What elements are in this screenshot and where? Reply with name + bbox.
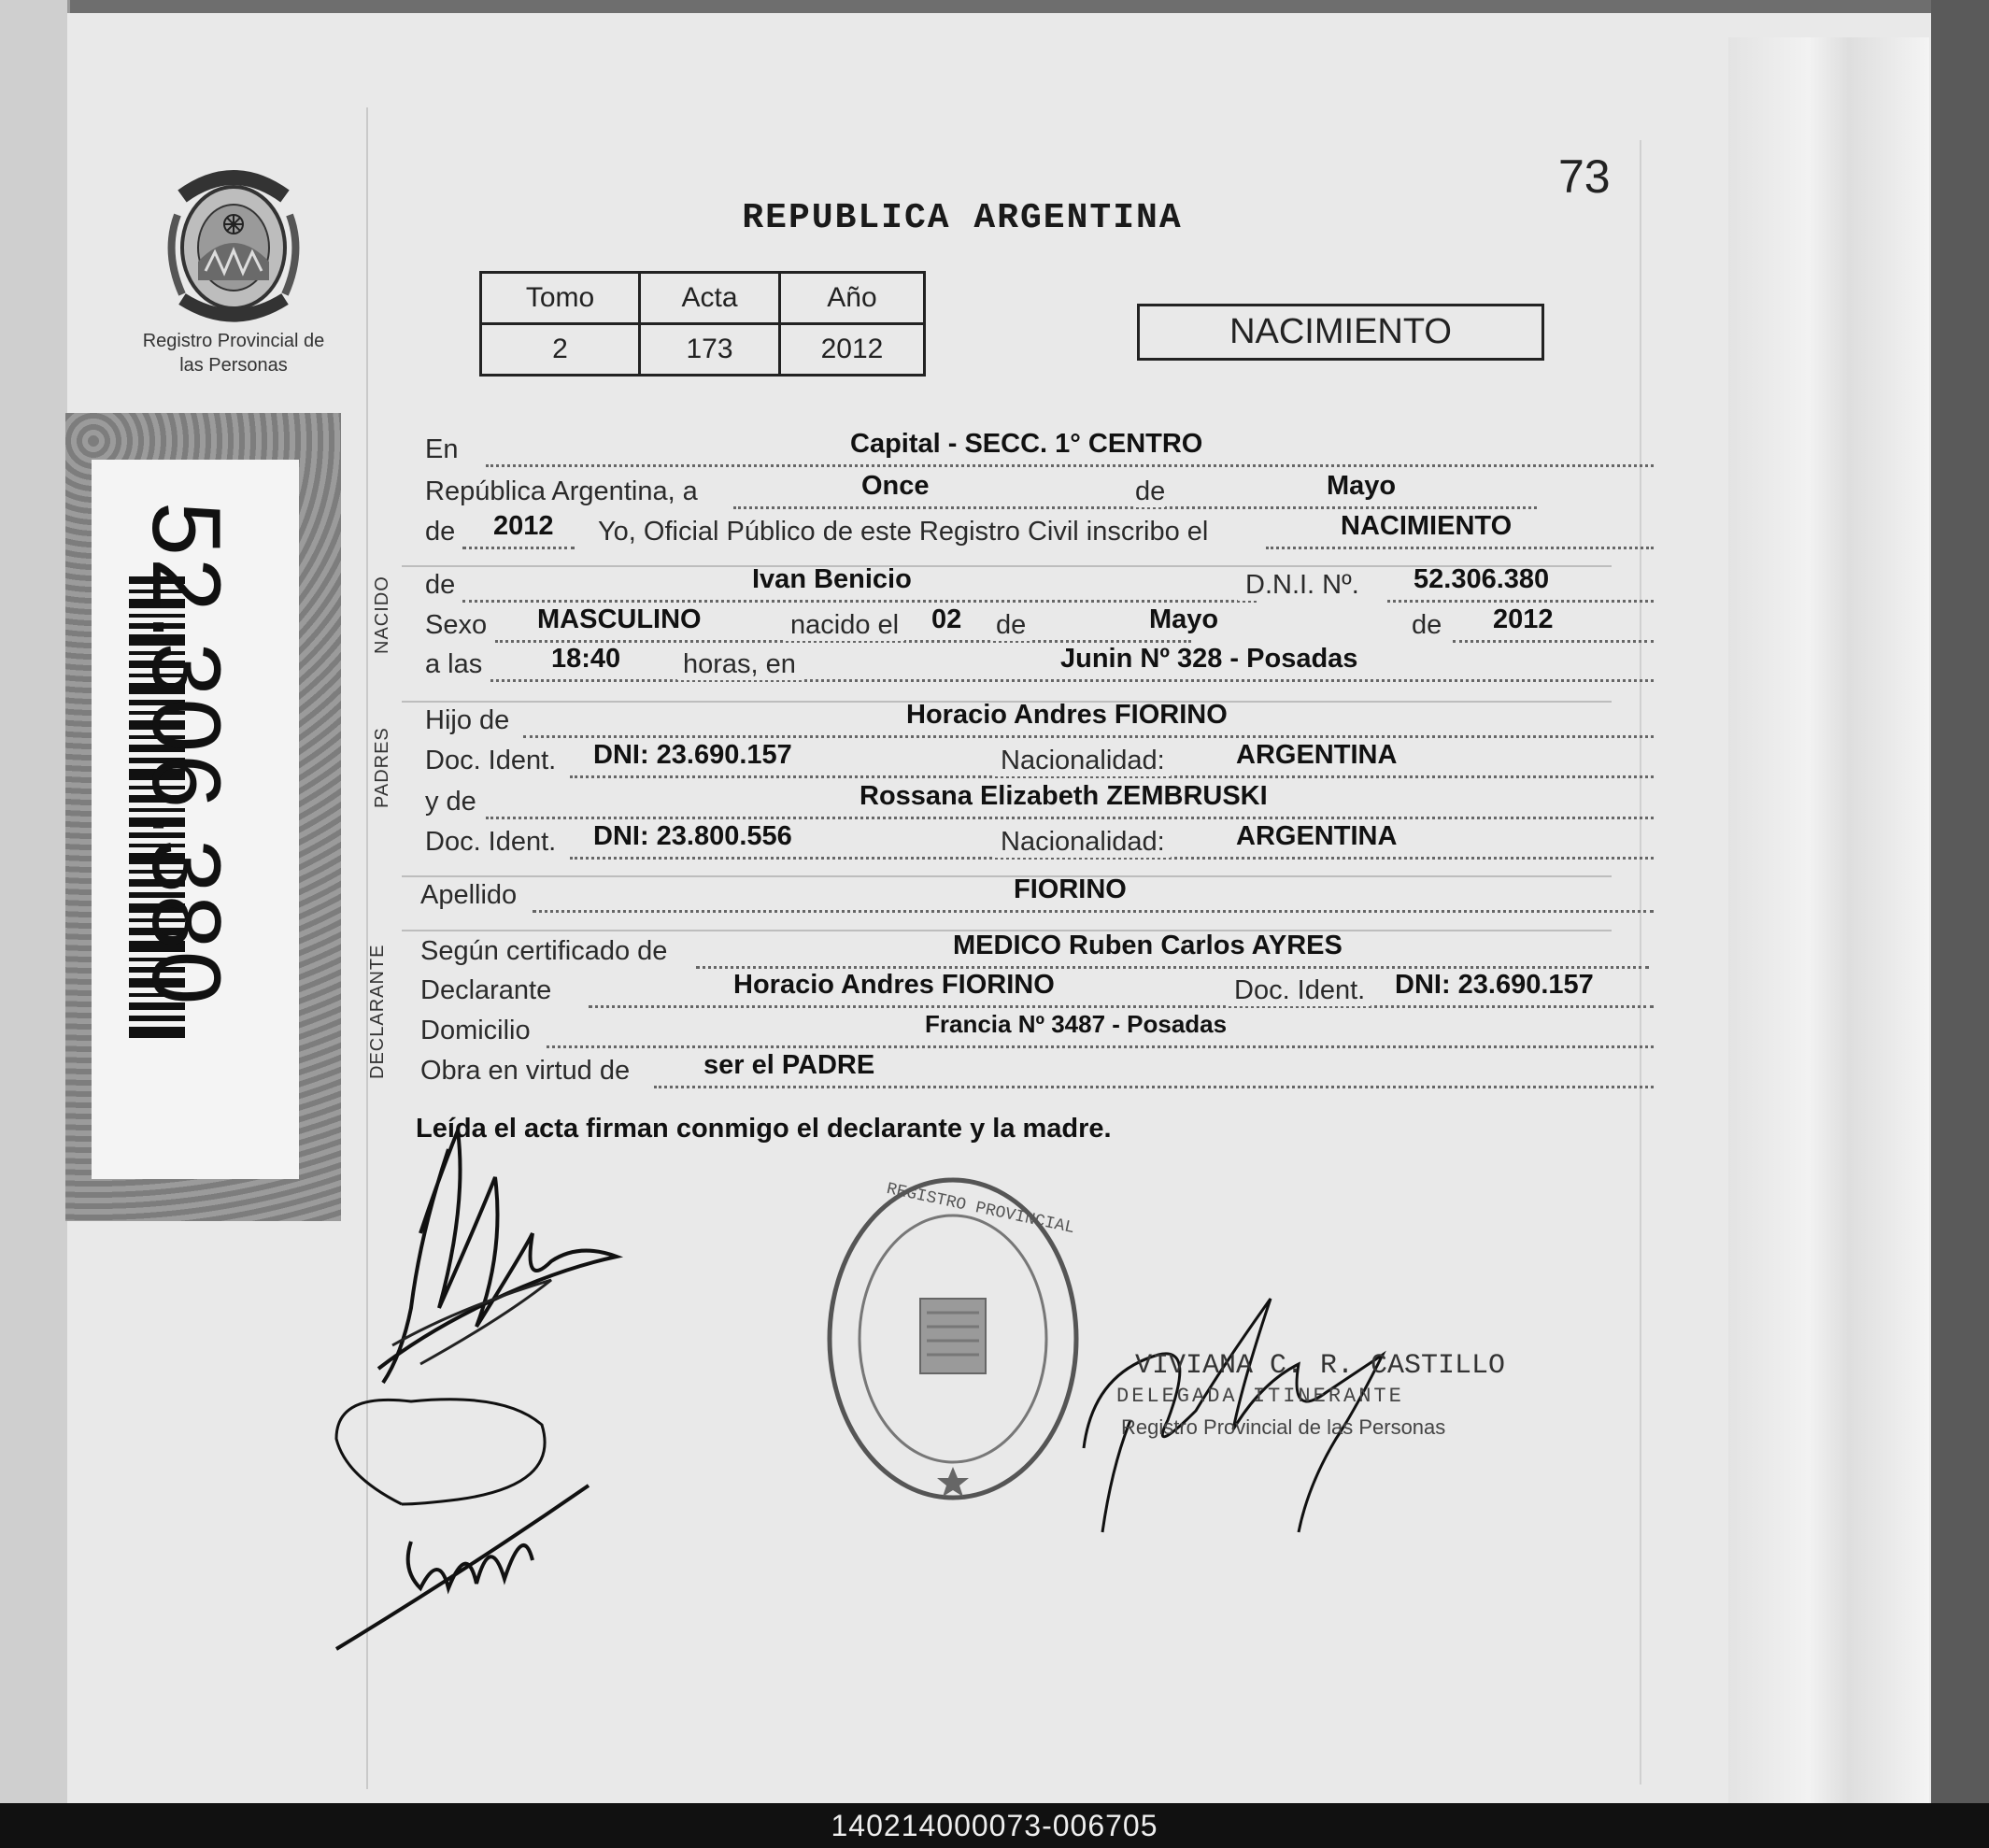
header-tomo: Tomo bbox=[481, 273, 640, 324]
row-declarante bbox=[416, 970, 1989, 1013]
value-dia-nac: 02 bbox=[931, 604, 962, 634]
dotted-line bbox=[1387, 598, 1654, 603]
sticker-label bbox=[92, 460, 299, 1179]
dotted-line bbox=[654, 1084, 1654, 1088]
value-anio-nac: 2012 bbox=[1493, 604, 1554, 634]
label-nacionalidad: Nacionalidad: bbox=[995, 746, 1171, 776]
section-divider bbox=[402, 875, 1612, 877]
officer-name: VIVIANA C. R. CASTILLO bbox=[1135, 1350, 1506, 1382]
label-y-de: y de bbox=[425, 787, 476, 817]
footer-code: 140214000073-006705 bbox=[0, 1803, 1989, 1848]
value-dia: Once bbox=[861, 471, 930, 501]
madre-signature bbox=[327, 1383, 607, 1654]
barcode-sticker bbox=[65, 413, 341, 1221]
dotted-line bbox=[589, 1003, 1654, 1008]
value-acto: NACIMIENTO bbox=[1341, 511, 1513, 541]
value-padre-nac: ARGENTINA bbox=[1236, 740, 1398, 770]
dotted-line bbox=[462, 598, 1257, 603]
value-domicilio: Francia Nº 3487 - Posadas bbox=[925, 1010, 1228, 1038]
value-mes-nac: Mayo bbox=[1149, 604, 1219, 634]
dotted-line bbox=[486, 462, 1654, 467]
value-anio: 2012 bbox=[780, 324, 925, 376]
registry-label: Registro Provincial de las Personas bbox=[142, 331, 325, 376]
officer-org: Registro Provincial de las Personas bbox=[1121, 1415, 1446, 1439]
label-a-las: a las bbox=[425, 649, 483, 679]
value-sexo: MASCULINO bbox=[537, 604, 702, 634]
value-obra: ser el PADRE bbox=[703, 1050, 875, 1080]
value-mes: Mayo bbox=[1327, 471, 1397, 501]
declarante-signature bbox=[364, 1121, 645, 1392]
value-anio: 2012 bbox=[493, 511, 554, 541]
record-type-box: NACIMIENTO bbox=[1137, 304, 1544, 361]
value-nombre: Ivan Benicio bbox=[752, 564, 912, 594]
row-certificado bbox=[416, 931, 1989, 974]
dotted-line bbox=[523, 733, 1654, 738]
header-acta: Acta bbox=[640, 273, 780, 324]
row-hora bbox=[416, 644, 1989, 687]
label-de-2: de bbox=[425, 517, 456, 547]
dotted-line bbox=[486, 815, 1654, 819]
side-label-padres: PADRES bbox=[372, 727, 392, 808]
label-declarante: Declarante bbox=[420, 975, 552, 1005]
officer-role: DELEGADA ITINERANTE bbox=[1116, 1385, 1404, 1408]
label-en: En bbox=[425, 434, 459, 464]
label-doc-ident-2: Doc. Ident. bbox=[425, 827, 557, 857]
value-padre: Horacio Andres FIORINO bbox=[906, 700, 1228, 730]
label-doc-ident: Doc. Ident. bbox=[425, 746, 557, 775]
label-hijo-de: Hijo de bbox=[425, 705, 510, 735]
value-madre-nac: ARGENTINA bbox=[1236, 821, 1398, 851]
label-dni: D.N.I. Nº. bbox=[1238, 570, 1359, 601]
value-acta: 173 bbox=[640, 324, 780, 376]
label-domicilio: Domicilio bbox=[420, 1016, 531, 1045]
label-obra: Obra en virtud de bbox=[420, 1056, 631, 1086]
label-nacionalidad-2: Nacionalidad: bbox=[995, 827, 1171, 858]
value-declarante-doc: DNI: 23.690.157 bbox=[1395, 970, 1594, 1000]
row-madre bbox=[416, 781, 1989, 824]
sticker-number: 52.306.380 bbox=[132, 502, 240, 1007]
label-yo-oficial: Yo, Oficial Público de este Registro Civil inscribo el bbox=[598, 517, 1209, 547]
dotted-line bbox=[547, 1044, 1654, 1048]
label-de-nombre: de bbox=[425, 570, 456, 600]
page-number: 73 bbox=[1558, 150, 1611, 203]
officer-signature bbox=[1074, 1280, 1448, 1542]
row-acto bbox=[416, 511, 1989, 554]
dotted-line bbox=[462, 545, 575, 549]
dotted-line bbox=[1453, 638, 1654, 643]
value-lugar: Capital - SECC. 1° CENTRO bbox=[850, 429, 1203, 459]
label-apellido: Apellido bbox=[420, 880, 518, 910]
official-stamp bbox=[822, 1173, 1084, 1504]
side-label-declarante: DECLARANTE bbox=[367, 944, 388, 1079]
closing-statement: Leída el acta firman conmigo el declarante y la madre. bbox=[416, 1114, 1112, 1144]
label-de: de bbox=[1135, 476, 1166, 506]
value-declarante: Horacio Andres FIORINO bbox=[733, 970, 1055, 1000]
value-hora: 18:40 bbox=[551, 644, 621, 674]
row-padre-doc bbox=[416, 740, 1989, 783]
page-stack-edge bbox=[1728, 37, 1929, 1803]
left-page-edge bbox=[0, 0, 70, 1803]
row-padre bbox=[416, 700, 1989, 743]
row-apellido bbox=[416, 874, 1989, 917]
header-anio: Año bbox=[780, 273, 925, 324]
dotted-line bbox=[1266, 545, 1654, 549]
value-madre: Rossana Elizabeth ZEMBRUSKI bbox=[860, 781, 1268, 811]
label-de-3: de bbox=[990, 610, 1031, 641]
svg-text:REGISTRO PROVINCIAL: REGISTRO PROVINCIAL bbox=[885, 1179, 1076, 1239]
record-table-values bbox=[481, 324, 925, 376]
label-de-4: de bbox=[1406, 610, 1447, 641]
record-table-header bbox=[481, 273, 925, 324]
row-sexo bbox=[416, 604, 1989, 647]
label-republica: República Argentina, a bbox=[425, 476, 698, 506]
dotted-line bbox=[533, 908, 1654, 913]
value-lugar-nac: Junin Nº 328 - Posadas bbox=[1060, 644, 1358, 674]
label-segun-cert: Según certificado de bbox=[420, 936, 668, 966]
value-apellido: FIORINO bbox=[1014, 874, 1127, 904]
record-table bbox=[479, 271, 926, 377]
value-madre-doc: DNI: 23.800.556 bbox=[593, 821, 792, 851]
document-title: REPUBLICA ARGENTINA bbox=[742, 198, 1183, 238]
label-sexo: Sexo bbox=[425, 610, 488, 640]
province-seal-logo bbox=[159, 159, 308, 322]
row-nombre bbox=[416, 564, 1989, 607]
row-domicilio bbox=[416, 1010, 1989, 1053]
row-lugar bbox=[416, 429, 1989, 472]
row-fecha bbox=[416, 471, 1989, 514]
dotted-line bbox=[696, 964, 1649, 969]
dotted-line bbox=[490, 677, 1654, 682]
row-madre-doc bbox=[416, 821, 1989, 864]
value-tomo: 2 bbox=[481, 324, 640, 376]
row-obra bbox=[416, 1050, 1989, 1093]
value-dni: 52.306.380 bbox=[1414, 564, 1550, 594]
label-horas-en: horas, en bbox=[677, 649, 802, 680]
value-padre-doc: DNI: 23.690.157 bbox=[593, 740, 792, 770]
value-certificado: MEDICO Ruben Carlos AYRES bbox=[953, 931, 1343, 960]
side-label-nacido: NACIDO bbox=[372, 576, 392, 654]
label-doc-ident-3: Doc. Ident. bbox=[1229, 975, 1371, 1006]
label-nacido-el: nacido el bbox=[785, 610, 904, 641]
